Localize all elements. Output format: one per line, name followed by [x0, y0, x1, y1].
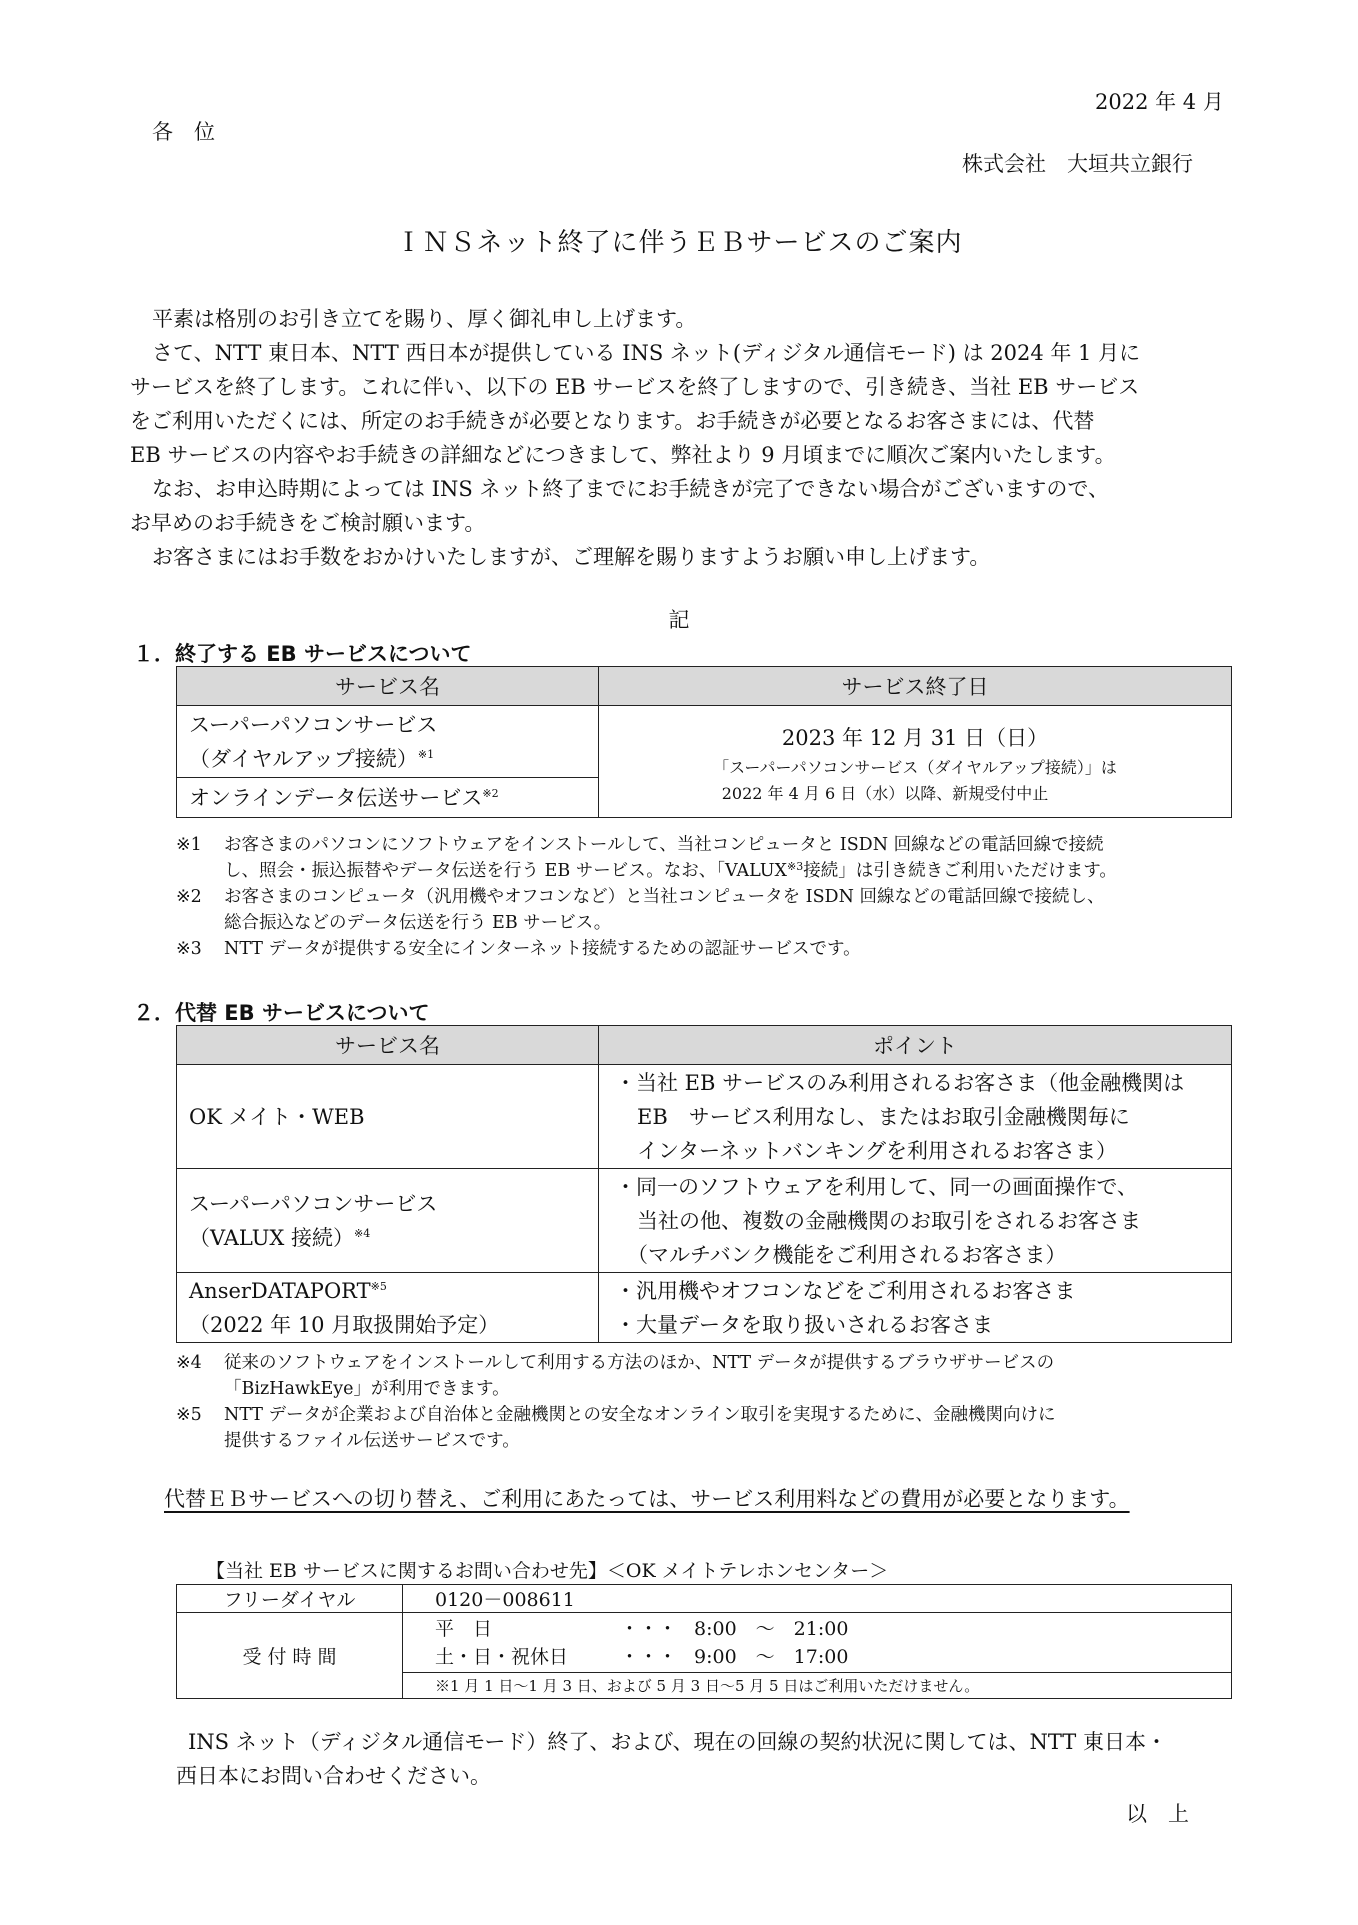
- point-line: （マルチバンク機能をご利用されるお客さま）: [627, 1242, 1067, 1267]
- service-valux-line1: スーパーパソコンサービス: [189, 1191, 438, 1216]
- intro-line: お客さまにはお手数をおかけいたしますが、ご理解を賜りますようお願い申し上げます。: [152, 545, 991, 569]
- service-anserdataport-line1: AnserDATAPORT: [189, 1278, 371, 1303]
- point-ok-mate-web: [599, 1065, 1232, 1169]
- point-anserdataport: [599, 1273, 1232, 1343]
- hours-cell: [403, 1613, 1232, 1673]
- point-line: ・同一のソフトウェアを利用して、同一の画面操作で、: [615, 1174, 1138, 1199]
- freedial-number: 0120－008611: [403, 1585, 1232, 1613]
- intro-line: 平素は格別のお引き立てを賜り、厚く御礼申し上げます。: [152, 307, 697, 331]
- document-title: ＩＮＳネット終了に伴うＥＢサービスのご案内: [395, 228, 963, 258]
- col-service-name: サービス名: [177, 667, 599, 706]
- service-ok-mate-web: OK メイト・WEB: [177, 1065, 599, 1169]
- sender: 株式会社 大垣共立銀行: [962, 152, 1193, 176]
- note-text: 接続」は引き続きご利用いただけます。: [803, 861, 1117, 881]
- point-line: EB サービス利用なし、またはお取引金融機関毎に: [637, 1104, 1130, 1129]
- weekend-label: 土・日・祝休日: [435, 1645, 569, 1668]
- col-end-date: サービス終了日: [599, 667, 1232, 706]
- footnote-ref-3: ※3: [787, 860, 804, 873]
- note-mark: ※3: [176, 939, 202, 959]
- service-valux-line2: （VALUX 接続）: [189, 1225, 355, 1250]
- weekend-dots: ・・・: [620, 1645, 678, 1668]
- point-valux: [599, 1169, 1232, 1273]
- note-mark: ※2: [176, 887, 202, 907]
- service-online-data: [177, 778, 599, 818]
- note-mark: ※1: [176, 835, 202, 855]
- end-note-1: 「スーパーパソコンサービス（ダイヤルアップ接続）」は: [713, 757, 1117, 777]
- closing-end: 以 上: [1126, 1802, 1189, 1826]
- intro-line: EB サービスの内容やお手続きの詳細などにつきまして、弊社より 9 月頃までに順次ご案内いたします。: [130, 443, 1116, 467]
- contact-table: [176, 1584, 1232, 1699]
- weekday-label: 平 日: [435, 1617, 493, 1640]
- end-note-2: 2022 年 4 月 6 日（水）以降、新規受付中止: [721, 783, 1049, 803]
- ended-services-table: [176, 666, 1232, 818]
- note-text: NTT データが提供する安全にインターネット接続するための認証サービスです。: [224, 939, 861, 959]
- col-point: ポイント: [599, 1026, 1232, 1065]
- note-text: 「BizHawkEye」が利用できます。: [224, 1379, 510, 1399]
- addressee: 各 位: [152, 120, 215, 144]
- point-line: ・大量データを取り扱いされるお客さま: [615, 1312, 993, 1337]
- note-mark: ※5: [176, 1405, 202, 1425]
- weekday-dots: ・・・: [620, 1617, 678, 1640]
- end-date-cell: [599, 706, 1232, 818]
- intro-line: さて、NTT 東日本、NTT 西日本が提供している INS ネット(ディジタル通信モード) は 2024 年 1 月に: [152, 341, 1141, 365]
- service-dialup: [177, 706, 599, 778]
- point-line: ・汎用機やオフコンなどをご利用されるお客さま: [615, 1278, 1076, 1303]
- document-date: 2022 年 4 月: [1095, 90, 1224, 114]
- closing-line-2: 西日本にお問い合わせください。: [176, 1764, 491, 1788]
- service-online-data-label: オンラインデータ伝送サービス: [189, 785, 483, 810]
- service-valux: [177, 1169, 599, 1273]
- service-anserdataport: [177, 1273, 599, 1343]
- note-text: お客さまのパソコンにソフトウェアをインストールして、当社コンピュータと ISDN 回線などの電話回線で接続: [224, 835, 1104, 855]
- contact-title: 【当社 EB サービスに関するお問い合わせ先】＜OK メイトテレホンセンター＞: [206, 1560, 889, 1582]
- closing-line-1: INS ネット（ディジタル通信モード）終了、および、現在の回線の契約状況に関しては、NTT 東日本・: [188, 1730, 1167, 1754]
- note-text: 提供するファイル伝送サービスです。: [224, 1431, 520, 1451]
- note-text: NTT データが企業および自治体と金融機関との安全なオンライン取引を実現するために、金融機関向けに: [224, 1405, 1056, 1425]
- intro-line: をご利用いただくには、所定のお手続きが必要となります。お手続きが必要となるお客さまには、代替: [130, 409, 1095, 433]
- note-text: し、照会・振込振替やデータ伝送を行う EB サービス。なお、「VALUX: [224, 861, 787, 881]
- intro-line: サービスを終了します。これに伴い、以下の EB サービスを終了しますので、引き続き、当社 EB サービス: [130, 375, 1140, 399]
- point-line: インターネットバンキングを利用されるお客さま）: [637, 1138, 1118, 1163]
- section1-heading: １．終了する EB サービスについて: [133, 642, 472, 666]
- freedial-label: フリーダイヤル: [177, 1585, 403, 1613]
- note-text: お客さまのコンピュータ（汎用機やオフコンなど）と当社コンピュータを ISDN 回線などの電話回線で接続し、: [224, 887, 1105, 907]
- closed-note: ※1 月 1 日～1 月 3 日、および 5 月 3 日～5 月 5 日はご利用いただけません。: [403, 1673, 1232, 1699]
- col-service-name: サービス名: [177, 1026, 599, 1065]
- point-line: ・当社 EB サービスのみ利用されるお客さま（他金融機関は: [615, 1070, 1185, 1095]
- point-line: 当社の他、複数の金融機関のお取引をされるお客さま: [637, 1208, 1141, 1233]
- footnote-ref-2: ※2: [482, 786, 499, 800]
- service-dialup-line1: スーパーパソコンサービス: [189, 712, 438, 737]
- weekday-hours: 8:00 ～ 21:00: [694, 1617, 849, 1640]
- intro-body: [130, 302, 1242, 574]
- note-text: 従来のソフトウェアをインストールして利用する方法のほか、NTT データが提供するブラウザサービスの: [224, 1353, 1055, 1373]
- service-dialup-line2: （ダイヤルアップ接続）: [189, 746, 418, 771]
- section2-heading: ２．代替 EB サービスについて: [133, 1001, 430, 1025]
- footnote-ref-1: ※1: [417, 747, 435, 761]
- note-text: 総合振込などのデータ伝送を行う EB サービス。: [224, 913, 612, 933]
- intro-line: なお、お申込時期によっては INS ネット終了までにお手続きが完了できない場合がございますので、: [152, 477, 1109, 501]
- footnote-ref-5: ※5: [370, 1279, 387, 1293]
- section1-notes: [176, 832, 1117, 962]
- weekend-hours: 9:00 ～ 17:00: [694, 1645, 849, 1668]
- replacement-services-table: [176, 1025, 1232, 1343]
- service-anserdataport-line2: （2022 年 10 月取扱開始予定）: [189, 1312, 500, 1337]
- intro-line: お早めのお手続きをご検討願います。: [130, 511, 486, 535]
- footnote-ref-4: ※4: [354, 1226, 371, 1240]
- fee-notice: 代替ＥＢサービスへの切り替え、ご利用にあたっては、サービス利用料などの費用が必要となります。: [164, 1487, 1130, 1511]
- hours-label: 受 付 時 間: [177, 1613, 403, 1699]
- ki-marker: 記: [668, 608, 690, 632]
- end-date: 2023 年 12 月 31 日（日）: [781, 725, 1049, 750]
- note-mark: ※4: [176, 1353, 202, 1373]
- section2-notes: [176, 1350, 1056, 1454]
